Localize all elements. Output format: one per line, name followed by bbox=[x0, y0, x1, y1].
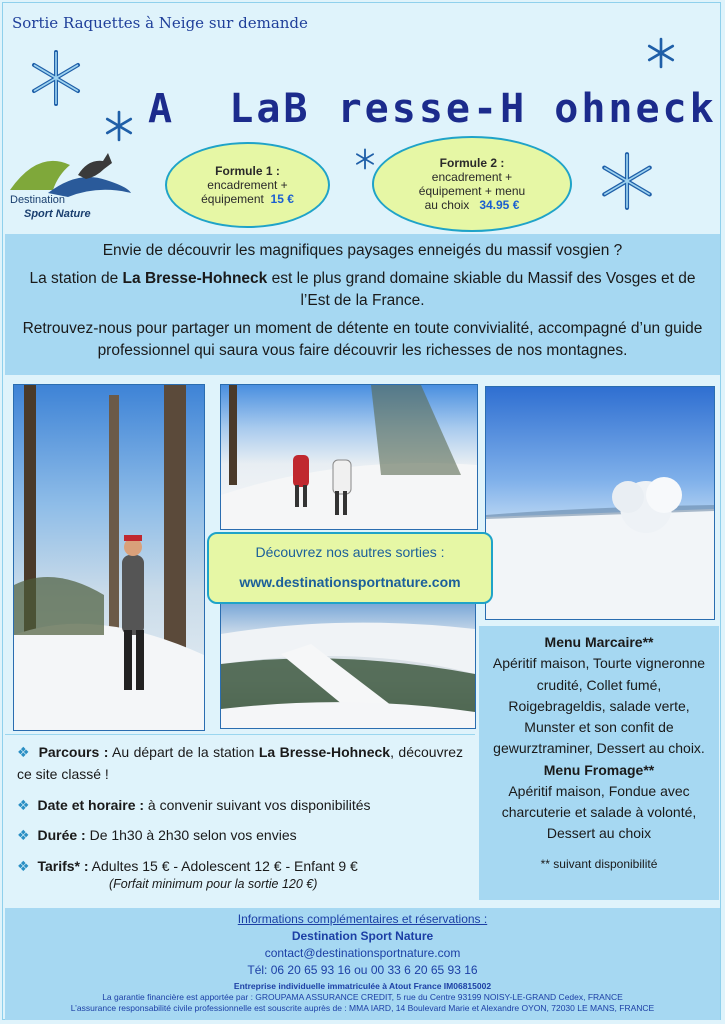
contact-email[interactable]: contact@destinationsportnature.com bbox=[264, 946, 461, 960]
menu-panel bbox=[479, 626, 719, 900]
parcours-text: Au départ de la station bbox=[108, 744, 259, 760]
parcours-label: Parcours : bbox=[38, 744, 109, 760]
snowflake-icon bbox=[596, 150, 658, 212]
info-link[interactable]: Informations complémentaires et réservations : bbox=[237, 912, 488, 926]
website-link[interactable]: www.destinationsportnature.com bbox=[239, 574, 461, 590]
tarifs-text: Adultes 15 € - Adolescent 12 € - Enfant 9 € bbox=[88, 857, 358, 874]
bullet-icon: ❖ bbox=[17, 744, 31, 760]
snowflake-icon bbox=[103, 110, 135, 142]
formule-line: équipement bbox=[201, 192, 264, 206]
formule-title: Formule 2 : bbox=[439, 156, 505, 170]
parcours-text: , découvrez ce site classé ! bbox=[17, 744, 464, 783]
parcours-bold: La Bresse-Hohneck bbox=[258, 744, 391, 760]
intro-paragraph bbox=[21, 268, 704, 312]
menu-marcaire-text: Apéritif maison, Tourte vigneronne crudité, Collet fumé, Roigebrageldis, salade verte, Munster et son confit de gewurztraminer, Dessert au choix. bbox=[492, 655, 706, 757]
intro-paragraph: Envie de découvrir les magnifiques paysages enneigés du massif vosgien ? bbox=[102, 242, 623, 259]
duree-text: De 1h30 à 2h30 selon vos envies bbox=[85, 827, 297, 844]
logo-text: Sport Nature bbox=[24, 208, 91, 220]
top-subtitle: Sortie Raquettes à Neige sur demande bbox=[12, 14, 308, 32]
formule-title: Formule 1 : bbox=[215, 164, 280, 178]
footer bbox=[5, 908, 720, 1020]
formule-price: 15 € bbox=[270, 192, 294, 206]
formule-2-bubble bbox=[372, 136, 572, 232]
intro-text: La station de bbox=[29, 270, 123, 287]
other-outings-box bbox=[207, 532, 493, 604]
duree-label: Durée : bbox=[37, 827, 86, 844]
tarifs-label: Tarifs* : bbox=[37, 857, 89, 874]
legal-line: L’assurance responsabilité civile professionnelle est souscrite auprès de : MMA IARD, 14 Boulevard Marie et Alexandre OYON, 72030 LE MANS, FRANCE bbox=[70, 1003, 655, 1014]
snowflake-icon bbox=[645, 37, 677, 69]
intro-paragraph: Retrouvez-nous pour partager un moment de détente en toute convivialité, accompagné d’un guide professionnel qui saura vous faire découvrir les richesses de nos montagnes. bbox=[22, 320, 703, 359]
details-panel bbox=[5, 734, 475, 900]
promo-text: Découvrez nos autres sorties : bbox=[255, 544, 445, 560]
intro-bold: La Bresse-Hohneck bbox=[122, 270, 268, 287]
menu-note: ** suivant disponibilité bbox=[540, 856, 658, 871]
logo-text: Destination bbox=[10, 194, 66, 206]
photo-snowy-plateau bbox=[485, 386, 715, 620]
contact-phone: Tél: 06 20 65 93 16 ou 00 33 6 20 65 93 16 bbox=[247, 963, 478, 977]
snowflake-icon bbox=[354, 148, 376, 170]
formule-1-bubble bbox=[165, 142, 330, 228]
intro-text: est le plus grand domaine skiable du Massif des Vosges et de l’Est de la France. bbox=[267, 270, 696, 309]
tarifs-note: (Forfait minimum pour la sortie 120 €) bbox=[109, 876, 318, 891]
menu-fromage-title: Menu Fromage** bbox=[543, 761, 655, 778]
bullet-icon: ❖ bbox=[17, 857, 30, 874]
bullet-icon: ❖ bbox=[17, 796, 30, 813]
company-name: Destination Sport Nature bbox=[291, 929, 434, 943]
photo-ski-slope-valley bbox=[220, 603, 476, 729]
legal-line: Entreprise individuelle immatriculée à Atout France IM06815002 bbox=[233, 981, 492, 991]
legal-line: La garantie financière est apportée par : GROUPAMA ASSURANCE CREDIT, 5 rue du Centre 93199 NOISY-LE-GRAND Cedex, FRANCE bbox=[102, 992, 623, 1003]
bullet-icon: ❖ bbox=[17, 827, 30, 844]
formule-price: 34.95 € bbox=[479, 198, 520, 212]
formule-line: au choix bbox=[424, 198, 470, 212]
snowflake-icon bbox=[26, 48, 86, 108]
main-title: A LaB resse-H ohneck bbox=[148, 86, 717, 132]
date-text: à convenir suivant vos disponibilités bbox=[144, 796, 371, 813]
menu-fromage-text: Apéritif maison, Fondue avec charcuterie et salade à volonté, Dessert au choix bbox=[501, 782, 697, 842]
menu-marcaire-title: Menu Marcaire** bbox=[544, 634, 654, 650]
intro-panel bbox=[5, 234, 720, 375]
formule-line: équipement + menu bbox=[418, 184, 526, 198]
date-label: Date et horaire : bbox=[37, 796, 145, 813]
formule-line: encadrement + bbox=[431, 170, 513, 184]
photo-hikers-trail bbox=[220, 384, 478, 530]
photo-snowshoer-forest bbox=[13, 384, 205, 731]
formule-line: encadrement + bbox=[207, 178, 288, 192]
